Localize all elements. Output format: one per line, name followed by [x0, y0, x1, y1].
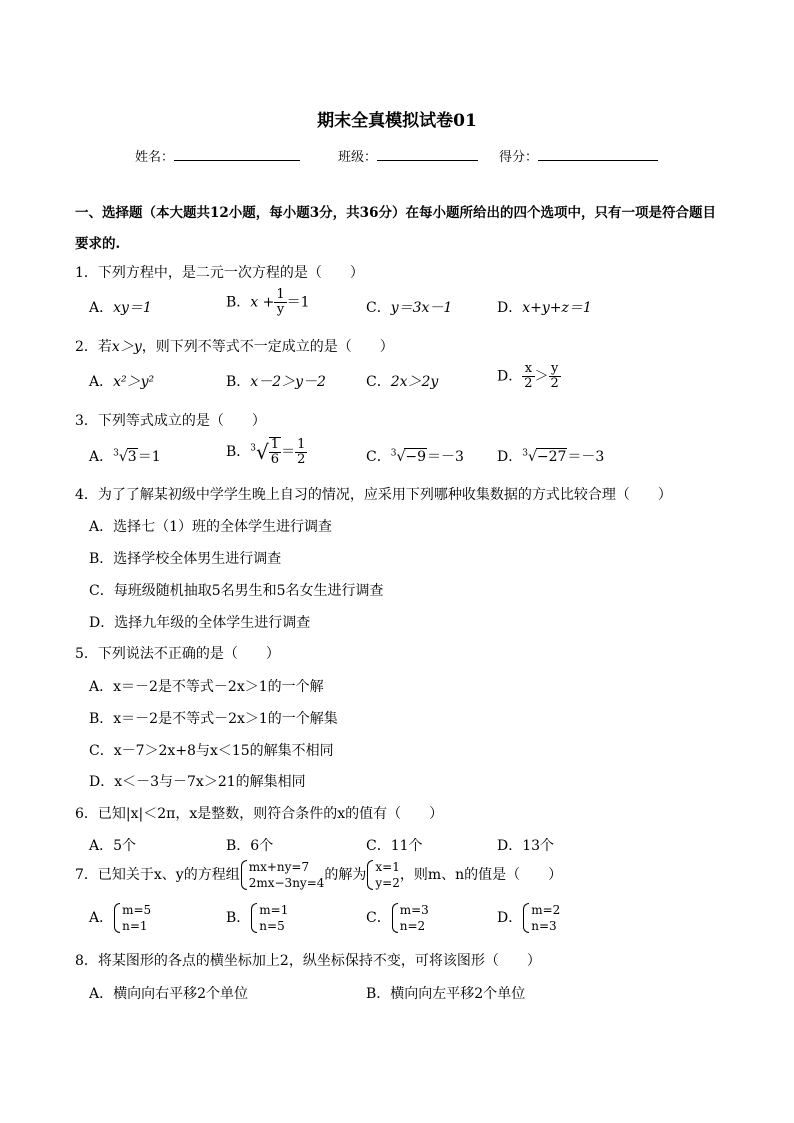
q6-option-b: B．6个	[226, 838, 274, 854]
question-7-stem: 7．已知关于x、y的方程组 mx+ny=7 2mx−3ny=4 的解为 x=1 y=2 ，则m、n的值是（ ）	[75, 860, 563, 890]
question-3-stem: 3．下列等式成立的是（ ）	[75, 413, 266, 429]
score-field	[499, 146, 658, 165]
class-label: 班级：	[338, 150, 378, 165]
q3-option-b: B．$^3$√ $\frac{1}{6}$ ＝ $\frac{1}{2}$	[226, 436, 306, 467]
q5-option-a: A．x＝－2是不等式－2x＞1的一个解	[89, 679, 324, 695]
section-heading: 一、选择题（本大题共12小题，每小题3分，共36分）在每小题所给出的四个选项中，只有一项是符合题目要求的.	[75, 205, 716, 252]
q2-option-d: D． $\frac{x}{2}$ ＞ $\frac{y}{2}$	[497, 361, 559, 391]
fraction: $\frac{1}{y}$	[276, 287, 285, 317]
q3-option-a: A．$^3$√3＝1	[89, 448, 161, 465]
class-field	[338, 146, 478, 165]
question-2-stem: 2．若x＞y，则下列不等式不一定成立的是（ ）	[75, 339, 394, 355]
question-8-stem: 8．将某图形的各点的横坐标加上2，纵坐标保持不变，可将该图形（ ）	[75, 953, 541, 969]
q1-option-c: C．y＝3x－1	[366, 300, 453, 316]
class-blank	[377, 148, 478, 161]
q8-option-b: B．横向向左平移2个单位	[366, 986, 526, 1002]
q7-option-d: D． m=2 n=3	[497, 903, 561, 933]
q4-option-b: B．选择学校全体男生进行调查	[89, 551, 282, 567]
q7-option-b: B． m=1 n=5	[226, 903, 289, 933]
q6-option-d: D．13个	[497, 838, 555, 854]
q4-option-d: D．选择九年级的全体学生进行调查	[89, 615, 311, 631]
q2-option-a: A．x²＞y²	[89, 374, 155, 390]
equation-system: mx+ny=7 2mx−3ny=4	[240, 859, 325, 891]
q7-option-a: A． m=5 n=1	[89, 903, 152, 933]
q3-option-d: D．$^3$√−27＝－3	[497, 448, 605, 465]
q5-option-c: C．x－7＞2x+8与x＜15的解集不相同	[89, 743, 334, 759]
question-1-stem: 1．下列方程中，是二元一次方程的是（ ）	[75, 265, 364, 281]
question-6-stem: 6．已知|x|＜2π，x是整数，则符合条件的x的值有（ ）	[75, 806, 444, 822]
q3-option-c: C．$^3$√−9＝－3	[366, 448, 464, 465]
name-blank	[174, 148, 300, 161]
score-blank	[538, 148, 658, 161]
q5-option-d: D．x＜－3与－7x＞21的解集相同	[89, 774, 306, 790]
q8-option-a: A．横向向右平移2个单位	[89, 986, 249, 1002]
score-label: 得分：	[499, 150, 539, 165]
q7-option-c: C． m=3 n=2	[366, 903, 429, 933]
page-title: 期末全真模拟试卷01	[317, 111, 477, 131]
q4-option-c: C．每班级随机抽取5名男生和5名女生进行调查	[89, 583, 384, 599]
name-field	[135, 146, 300, 165]
name-label: 姓名：	[135, 150, 175, 165]
solution-system: x=1 y=2	[366, 859, 399, 891]
q2-option-c: C．2x＞2y	[366, 374, 439, 390]
q1-option-d: D．x+y+z＝1	[497, 300, 592, 316]
q5-option-b: B．x＝－2是不等式－2x＞1的一个解集	[89, 711, 338, 727]
q1-option-b: B．x + $\frac{1}{y}$ ＝1	[226, 287, 310, 317]
q1-option-a: A．xy＝1	[89, 300, 152, 316]
question-5-stem: 5．下列说法不正确的是（ ）	[75, 646, 280, 662]
q2-option-b: B．x－2＞y－2	[226, 374, 326, 390]
q4-option-a: A．选择七（1）班的全体学生进行调查	[89, 519, 333, 535]
q6-option-c: C．11个	[366, 838, 423, 854]
question-4-stem: 4．为了了解某初级中学学生晚上自习的情况，应采用下列哪种收集数据的方式比较合理（ ）	[75, 487, 672, 503]
q6-option-a: A．5个	[89, 838, 137, 854]
